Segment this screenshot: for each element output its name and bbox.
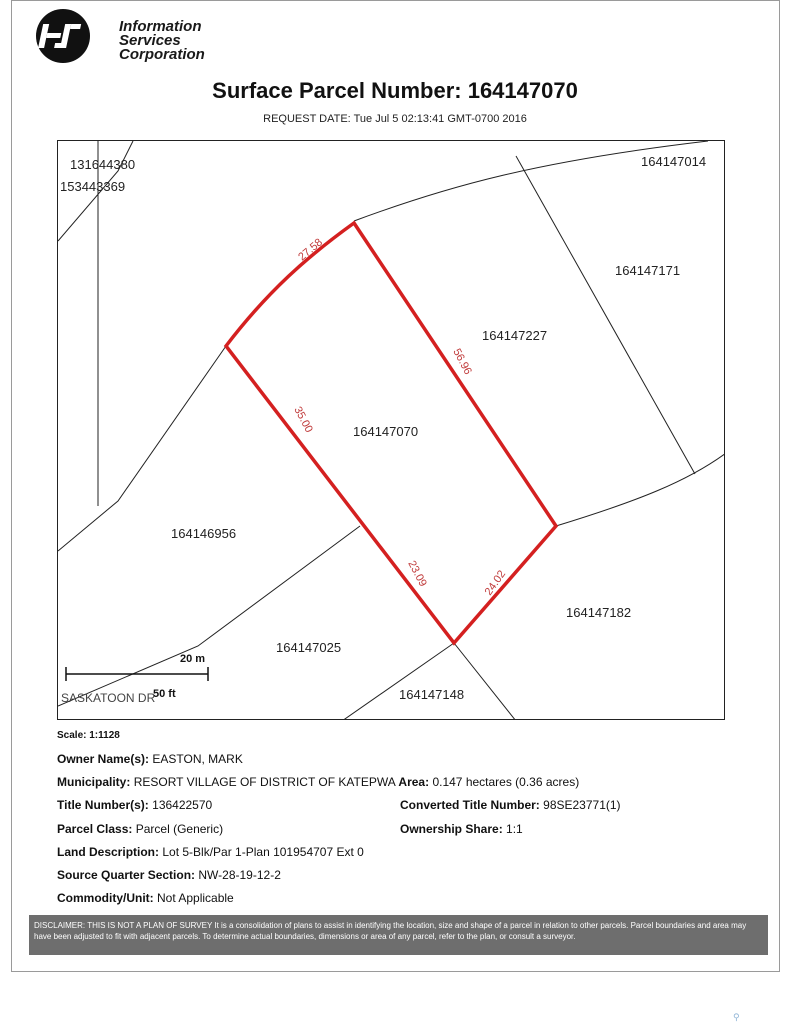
- dimension-label-bottom-left: 23.09: [405, 558, 429, 589]
- parcel-label: 164146956: [171, 526, 237, 541]
- location-pin-icon: ⚲: [733, 1012, 740, 1022]
- map-scale: Scale: 1:1128: [57, 730, 120, 741]
- parcel-map-canvas: [58, 141, 725, 720]
- municipality-label: Municipality:: [57, 775, 131, 789]
- parcel-class-value: Parcel (Generic): [135, 822, 224, 836]
- dimension-label-top: 27.58: [296, 236, 326, 264]
- municipality-row: [57, 775, 579, 789]
- converted-title-value: 98SE23771(1): [543, 798, 621, 812]
- parcel-label: 164147025: [276, 640, 342, 655]
- area-label: Area:: [398, 775, 430, 789]
- logo-line-3: Corporation: [119, 46, 205, 63]
- ownership-share-row: [400, 822, 523, 836]
- area-value: 0.147 hectares (0.36 acres): [432, 775, 580, 789]
- owner-value: EASTON, MARK: [152, 752, 243, 766]
- land-description-row: [57, 845, 364, 859]
- ownership-share-value: 1:1: [506, 822, 523, 836]
- parcel-class-row: [57, 822, 223, 836]
- logo-line-1: Information: [119, 18, 202, 35]
- parcel-map: [57, 140, 725, 720]
- request-date: REQUEST DATE: Tue Jul 5 02:13:41 GMT-0700 2016: [263, 113, 527, 125]
- parcel-label: 153443369: [60, 179, 126, 194]
- dimension-label-left: 35.00: [291, 404, 315, 435]
- source-quarter-label: Source Quarter Section:: [57, 868, 196, 882]
- source-quarter-row: [57, 868, 281, 882]
- commodity-label: Commodity/Unit:: [57, 891, 154, 905]
- isc-logo-icon: [33, 6, 93, 66]
- owner-label: Owner Name(s):: [57, 752, 150, 766]
- land-description-label: Land Description:: [57, 845, 160, 859]
- scale-bar-metric: 20 m: [180, 653, 206, 665]
- parcel-class-label: Parcel Class:: [57, 822, 133, 836]
- scale-bar-imperial: 50 ft: [153, 688, 176, 700]
- parcel-label: 164147014: [641, 154, 707, 169]
- converted-title-label: Converted Title Number:: [400, 798, 540, 812]
- source-quarter-value: NW-28-19-12-2: [198, 868, 281, 882]
- dimension-label-right: 56.96: [450, 346, 474, 377]
- parcel-label: 164147171: [615, 263, 681, 278]
- ownership-share-label: Ownership Share:: [400, 822, 503, 836]
- land-description-value: Lot 5-Blk/Par 1-Plan 101954707 Ext 0: [162, 845, 364, 859]
- parcel-label: 164147182: [566, 605, 632, 620]
- dimension-label-bottom-right: 24.02: [482, 568, 509, 598]
- parcel-label: 164147148: [399, 687, 465, 702]
- parcel-label-subject: 164147070: [353, 424, 419, 439]
- page-title: Surface Parcel Number: 164147070: [212, 78, 578, 103]
- commodity-row: [57, 891, 234, 905]
- isc-logo: [33, 6, 233, 64]
- owner-row: [57, 752, 243, 766]
- road-label: SASKATOON DR: [61, 691, 156, 705]
- isc-logo-text: [119, 20, 205, 62]
- parcel-label: 131644380: [70, 157, 136, 172]
- parcel-label: 164147227: [482, 328, 548, 343]
- logo-line-2: Services: [119, 32, 181, 49]
- commodity-value: Not Applicable: [157, 891, 234, 905]
- disclaimer-banner: DISCLAIMER: THIS IS NOT A PLAN OF SURVEY It is a consolidation of plans to assist in identifying the location, size and shape of a parcel in relation to other parcels. Parcel boundaries and area may have been adjusted to fit with adjacent parcels. To determine actual boundaries, dimensions or area of any parcel, refer to the plan, or consult a surveyor.: [29, 915, 768, 955]
- municipality-value: RESORT VILLAGE OF DISTRICT OF KATEPWA: [133, 775, 396, 789]
- title-number-row: [57, 798, 212, 812]
- title-number-value: 136422570: [152, 798, 213, 812]
- title-number-label: Title Number(s):: [57, 798, 149, 812]
- converted-title-row: [400, 798, 621, 812]
